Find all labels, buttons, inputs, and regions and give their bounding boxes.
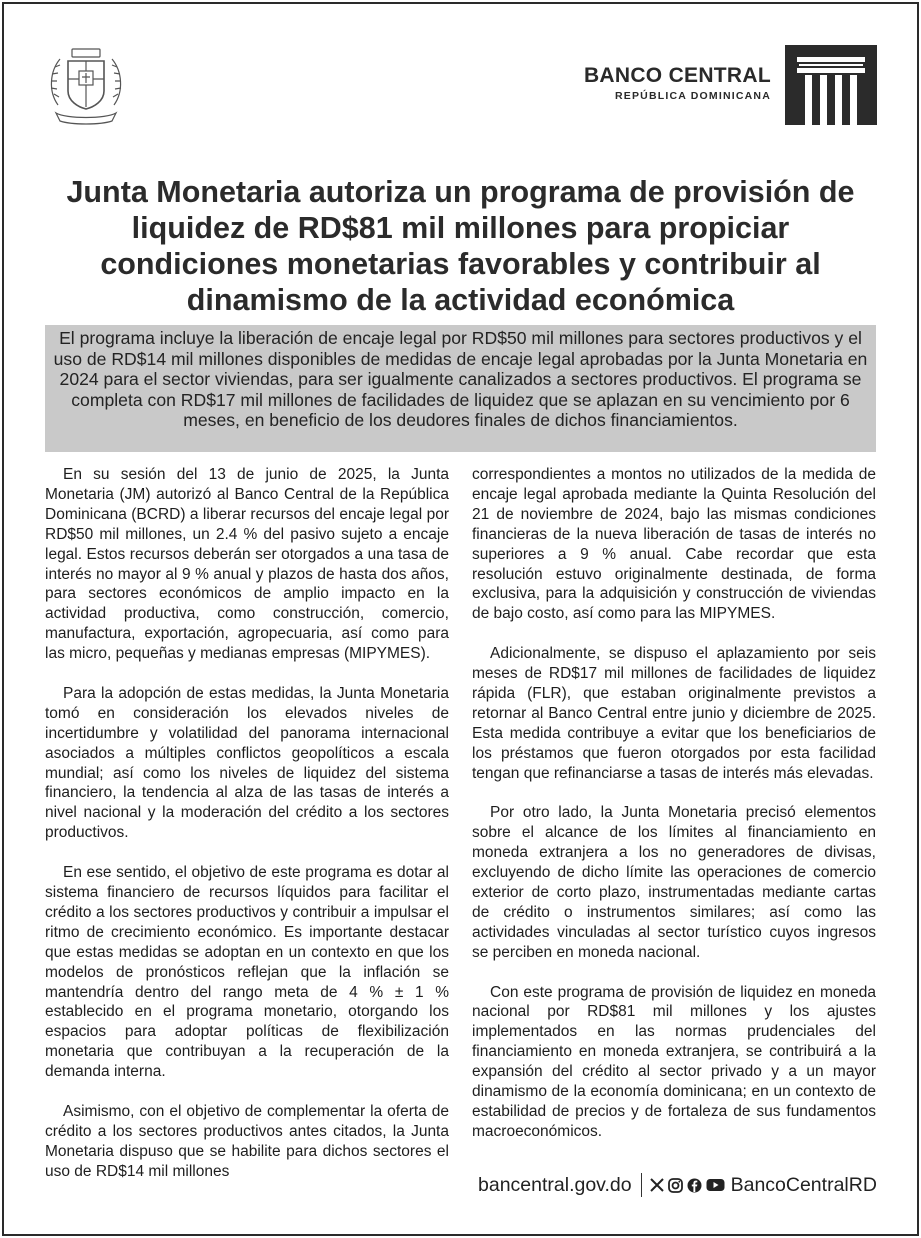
paragraph: En ese sentido, el objetivo de este programa es dotar al sistema financiero de recursos líquidos para facilitar el crédito a los sectores productivos y contribuir a impulsar el ritmo de crecimiento económico. Es importante destacar que estas medidas se adoptan en un contexto en que los modelos de pronósticos reflejan que la inflación se mantendría dentro del rango meta de 4 % ± 1 % establecido en el programa monetario, otorgando los espacios para adoptar políticas de flexibilización monetaria que contribuyan a la recuperación de la demanda interna.	[45, 864, 449, 1081]
paragraph: En su sesión del 13 de junio de 2025, la Junta Monetaria (JM) autorizó al Banco Central de la República Dominicana (BCRD) a liberar recursos del encaje legal por RD$50 mil millones, un 2.4 % del pasivo sujeto a encaje legal. Estos recursos deberán ser otorgados a una tasa de interés no mayor al 9 % anual y plazos de hasta dos años, para sectores económicos de amplio impacto en la actividad productiva, como construcción, comercio, manufactura, exportación, agropecuaria, así como para las micro, pequeñas y medianas empresas (MIPYMES).	[45, 466, 449, 663]
bank-name: BANCO CENTRAL	[583, 64, 771, 87]
right-column	[472, 465, 876, 1162]
youtube-icon[interactable]	[706, 1178, 725, 1192]
paragraph: correspondientes a montos no utilizados de la medida de encaje legal aprobada mediante la Quinta Resolución del 21 de noviembre de 2024, bajo las mismas condiciones financieras de la nueva liberación de tasas de interés no superiores a 9 % anual. Cabe recordar que esta resolución estuvo originalmente destinada, de forma exclusiva, para la adquisición y construcción de viviendas de bajo costo, así como para las MIPYMES.	[472, 466, 876, 623]
left-column	[45, 465, 449, 1201]
summary-box: El programa incluye la liberación de encaje legal por RD$50 mil millones para sectores productivos y el uso de RD$14 mil millones disponibles de medidas de encaje legal aprobadas por la Junta Monetaria en 2024 para el sector viviendas, para ser igualmente canalizados a sectores productivos. El programa se completa con RD$17 mil millones de facilidades de liquidez que se aplazan en su vencimiento por 6 meses, en beneficio de los deudores finales de dichos financiamientos.	[45, 325, 876, 452]
coat-of-arms-icon	[44, 43, 128, 127]
bank-logo-icon	[785, 45, 877, 125]
paragraph: Adicionalmente, se dispuso el aplazamiento por seis meses de RD$17 mil millones de facilidades de liquidez rápida (FLR), que estaban originalmente previstos a retornar al Banco Central entre junio y diciembre de 2025. Esta medida contribuye a evitar que los beneficiarios de los préstamos que fueron otorgados por esta facilidad tengan que refinanciarse a tasas de interés más elevadas.	[472, 645, 876, 782]
bank-name-block	[584, 64, 771, 102]
paragraph: Con este programa de provisión de liquidez en moneda nacional por RD$81 mil millones y los ajustes implementados en las normas prudenciales del financiamiento en moneda extranjera, se contribuirá a la expansión del crédito al sector privado y a un mayor dinamismo de la economía dominicana; en un contexto de estabilidad de precios y de fortaleza de sus fundamentos macroeconómicos.	[472, 983, 876, 1140]
social-icons	[650, 1178, 725, 1193]
website-link[interactable]: bancentral.gov.do	[478, 1173, 632, 1196]
paragraph: Por otro lado, la Junta Monetaria precisó elementos sobre el alcance de los límites al financiamiento en moneda extranjera a los no generadores de divisas, excluyendo de dicho límite las operaciones de comercio exterior de corto plazo, instrumentadas mediante cartas de crédito o instrumentos similares; así como las actividades vinculadas al sector turístico cuyos ingresos se perciben en moneda nacional.	[472, 804, 876, 961]
footer	[478, 1171, 878, 1199]
headline: Junta Monetaria autoriza un programa de provisión de liquidez de RD$81 mil millones para propiciar condiciones monetarias favorables y contribuir al dinamismo de la actividad económica	[66, 175, 855, 317]
instagram-icon[interactable]	[668, 1178, 683, 1193]
footer-divider	[641, 1173, 642, 1197]
facebook-icon[interactable]	[687, 1178, 702, 1193]
paragraph: Para la adopción de estas medidas, la Junta Monetaria tomó en consideración los elevados niveles de incertidumbre y volatilidad del panorama internacional asociados a múltiples conflictos geopolíticos a escala mundial; así como los niveles de liquidez del sistema financiero, la tendencia al alza de las tasas de interés a nivel nacional y la moderación del crédito a los sectores productivos.	[45, 684, 449, 842]
social-handle[interactable]: BancoCentralRD	[730, 1173, 877, 1196]
paragraph: Asimismo, con el objetivo de complementar la oferta de crédito a los sectores productivos antes citados, la Junta Monetaria dispuso que se habilite para dichos sectores el uso de RD$14 mil millones	[45, 1102, 449, 1180]
x-icon[interactable]	[650, 1178, 664, 1192]
bank-subtitle: REPÚBLICA DOMINICANA	[614, 90, 771, 102]
